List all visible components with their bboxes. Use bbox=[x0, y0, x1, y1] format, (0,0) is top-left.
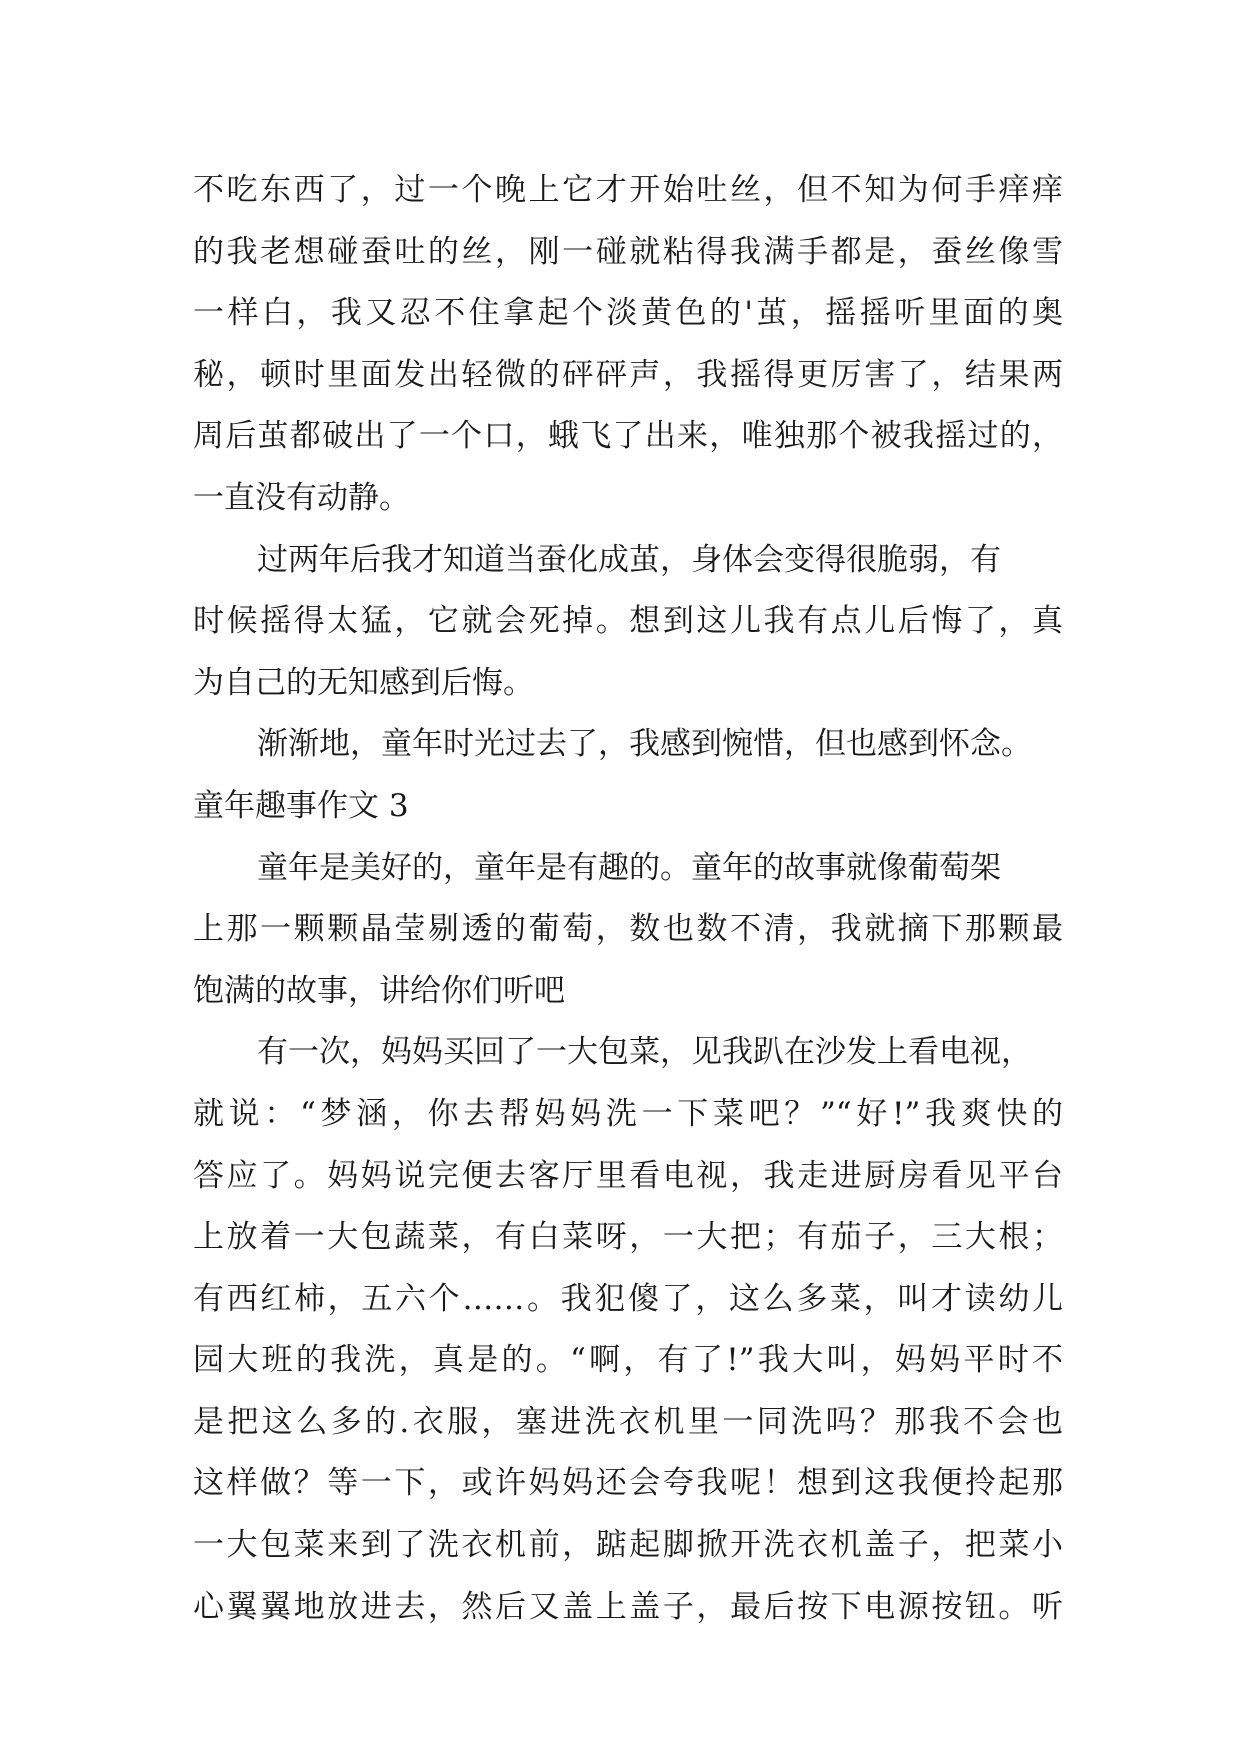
text-line: 上那一颗颗晶莹剔透的葡萄，数也数不清，我就摘下那颗最 bbox=[193, 911, 1063, 948]
text-line: 有西红柿，五六个……。我犯傻了，这么多菜，叫才读幼儿 bbox=[193, 1280, 1063, 1317]
text-line: 一大包菜来到了洗衣机前，踮起脚掀开洗衣机盖子，把菜小 bbox=[193, 1527, 1063, 1564]
text-line: 不吃东西了，过一个晚上它才开始吐丝，但不知为何手痒痒 bbox=[193, 172, 1063, 208]
paragraph bbox=[193, 1022, 1063, 1638]
paragraph bbox=[193, 530, 1063, 715]
text-line: 一样白，我又忍不住拿起个淡黄色的'茧，摇摇听里面的奥 bbox=[193, 295, 1063, 332]
section-heading bbox=[193, 776, 1063, 838]
text-line: 一直没有动静。 bbox=[193, 479, 410, 516]
text-line: 饱满的故事，讲给你们听吧 bbox=[193, 972, 565, 1009]
text-line: 答应了。妈妈说完便去客厅里看电视，我走进厨房看见平台 bbox=[193, 1157, 1063, 1194]
text-line: 过两年后我才知道当蚕化成茧，身体会变得很脆弱，有 bbox=[257, 541, 1001, 578]
paragraph bbox=[193, 714, 1063, 776]
text-line: 秘，顿时里面发出轻微的砰砰声，我摇得更厉害了，结果两 bbox=[193, 356, 1063, 393]
text-line: 上放着一大包蔬菜，有白菜呀，一大把；有茄子，三大根； bbox=[193, 1219, 1063, 1256]
text-line: 有一次，妈妈买回了一大包菜，见我趴在沙发上看电视， bbox=[257, 1034, 1032, 1071]
text-line: 这样做？等一下，或许妈妈还会夸我呢！想到这我便拎起那 bbox=[193, 1465, 1063, 1502]
text-line: 童年是美好的，童年是有趣的。童年的故事就像葡萄架 bbox=[257, 849, 1001, 886]
heading-text: 童年趣事作文 3 bbox=[193, 787, 409, 824]
text-line: 渐渐地，童年时光过去了，我感到惋惜，但也感到怀念。 bbox=[257, 726, 1032, 763]
document-page bbox=[193, 160, 1063, 1638]
text-line: 时候摇得太猛，它就会死掉。想到这儿我有点儿后悔了，真 bbox=[193, 603, 1063, 640]
text-line: 是把这么多的.衣服，塞进洗衣机里一同洗吗？那我不会也 bbox=[193, 1403, 1063, 1440]
text-line: 的我老想碰蚕吐的丝，刚一碰就粘得我满手都是，蚕丝像雪 bbox=[193, 233, 1063, 270]
text-line: 就说：“梦涵，你去帮妈妈洗一下菜吧？”“好!”我爽快的 bbox=[193, 1095, 1063, 1132]
paragraph bbox=[193, 160, 1063, 530]
text-line: 为自己的无知感到后悔。 bbox=[193, 664, 534, 701]
text-line: 周后茧都破出了一个口，蛾飞了出来，唯独那个被我摇过的， bbox=[193, 418, 1063, 455]
text-line: 园大班的我洗，真是的。“啊，有了!”我大叫，妈妈平时不 bbox=[193, 1342, 1063, 1379]
paragraph bbox=[193, 838, 1063, 1023]
text-line: 心翼翼地放进去，然后又盖上盖子，最后按下电源按钮。听 bbox=[193, 1588, 1063, 1625]
